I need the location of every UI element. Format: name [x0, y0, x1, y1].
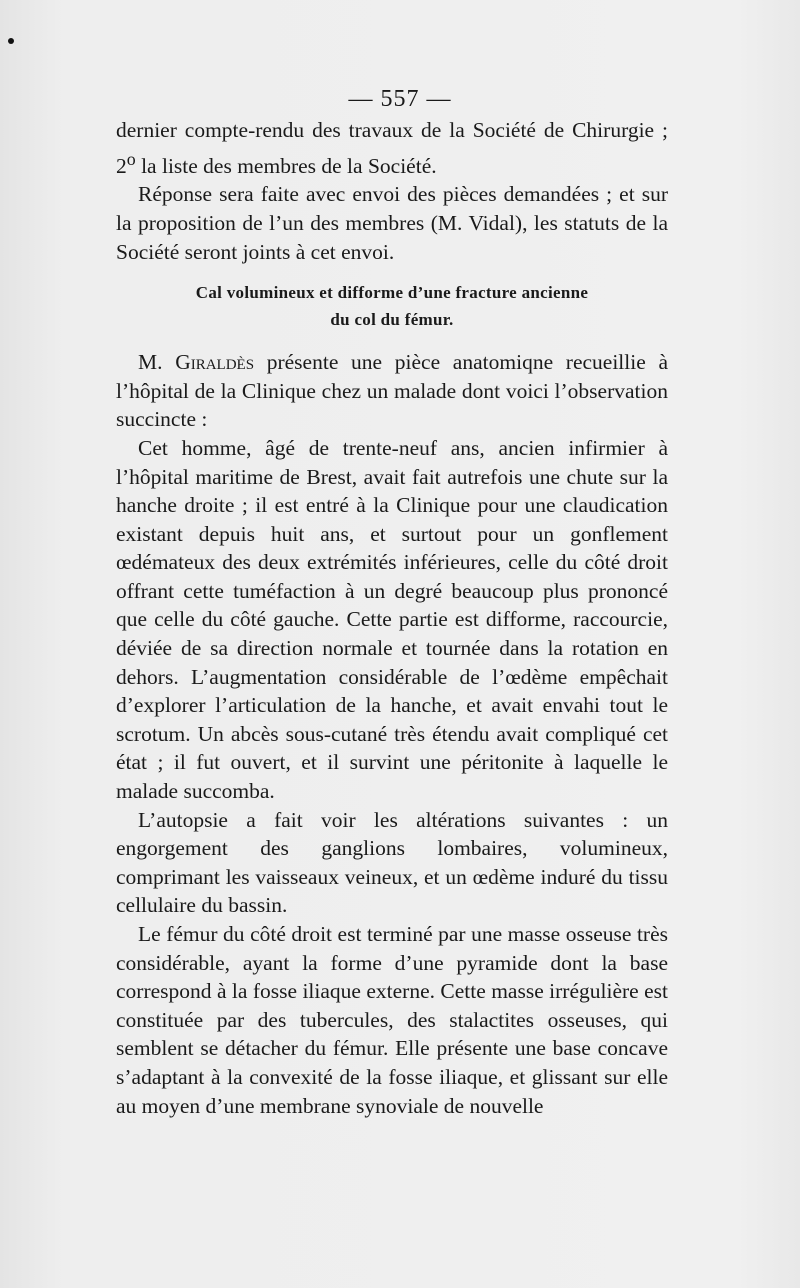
ink-spot [8, 38, 14, 44]
paragraph-reponse: Réponse sera faite avec envoi des pièces demandées ; et sur la proposition de l’un des membres (M. Vidal), les statuts de la Société seront joints à cet envoi. [116, 182, 668, 264]
section-title-line: du col du fémur. [330, 310, 454, 330]
paragraph-continuation [116, 116, 668, 180]
paragraph-giraldes [116, 348, 668, 434]
superscript: o [126, 148, 136, 169]
paragraph-text: la liste des membres de la Société. [135, 153, 437, 178]
author-name: Giraldès [175, 350, 255, 375]
paragraph-text: présente une pièce anatomiqne recueillie à l’hôpital de la Clinique chez un malade dont voici l’observation succincte : [116, 350, 668, 432]
paragraph-autopsie: L’autopsie a fait voir les altérations suivantes : un engorgement des ganglions lombaires, volumineux, comprimant les vaisseaux veineux, et un œdème induré du tissu cellulaire du bassin. [116, 807, 668, 918]
section-title [116, 279, 668, 333]
paragraph-observation: Cet homme, âgé de trente-neuf ans, ancien infirmier à l’hôpital maritime de Brest, avait fait autrefois une chute sur la hanche droite ; il est entré à la Clinique pour une claudication existant depuis huit ans, et surtout pour un gonflement œdémateux des deux extrémités inférieures, celle du côté droit offrant cette tuméfaction à un degré beaucoup plus prononcé que celle du côté gauche. Cette partie est difforme, raccourcie, déviée de sa direction normale et tournée dans la rotation en dehors. L’augmentation considérable de l’œdème empêchait d’explorer l’articulation de la hanche, et avait envahi tout le scrotum. Un abcès sous-cutané très étendu avait compliqué cet état ; il fut ouvert, et il survint une péritonite à laquelle le malade succomba. [116, 435, 668, 804]
body-text [116, 116, 668, 1120]
page-number: — 557 — [348, 86, 452, 112]
paragraph-femur: Le fémur du côté droit est terminé par une masse osseuse très considérable, ayant la forme d’une pyramide dont la base correspond à la fosse iliaque externe. Cette masse irrégulière est constituée par des tubercules, des stalactites osseuses, qui semblent se détacher du fémur. Elle présente une base concave s’adaptant à la convexité de la fosse iliaque, et glissant sur elle au moyen d’une membrane synoviale de nouvelle [116, 922, 668, 1118]
paragraph-text: M. [138, 350, 176, 375]
paragraph-text: dernier compte-rendu des travaux de la Société de Chirurgie ; 2 [116, 118, 668, 178]
section-title-line: Cal volumineux et difforme d’une fracture ancienne [195, 283, 589, 303]
